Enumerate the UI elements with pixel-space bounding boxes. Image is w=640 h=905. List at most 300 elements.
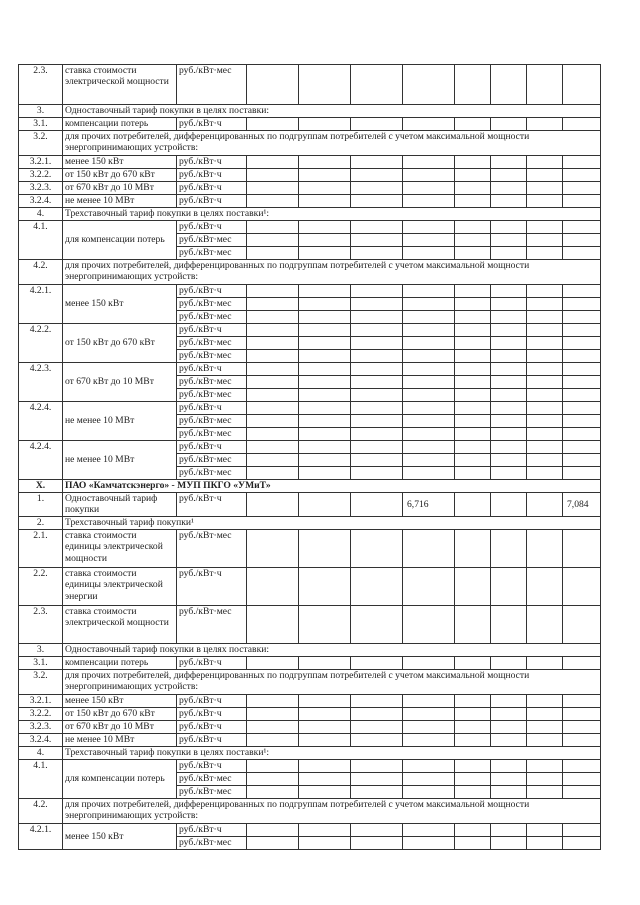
value-cell: [455, 311, 491, 324]
value-cell: [527, 298, 563, 311]
value-cell: [247, 234, 299, 247]
value-cell: [563, 234, 601, 247]
value-cell: [351, 285, 403, 298]
value-cell: [351, 454, 403, 467]
value-cell: [351, 169, 403, 182]
value-cell: [247, 760, 299, 773]
value-cell: [563, 298, 601, 311]
row-label: менее 150 кВт: [63, 695, 177, 708]
row-label: ставка стоимости единицы электрической мощности: [63, 530, 177, 568]
value-cell: [527, 337, 563, 350]
table-row: [19, 657, 601, 670]
value-cell: [351, 234, 403, 247]
row-number: X.: [19, 480, 63, 493]
row-label: для компенсации потерь: [63, 221, 177, 260]
value-cell: [403, 195, 455, 208]
value-cell: [247, 324, 299, 337]
value-cell: [299, 428, 351, 441]
value-cell: [403, 721, 455, 734]
value-cell: [247, 195, 299, 208]
row-heading: для прочих потребителей, дифференцированных по подгруппам потребителей с учетом максимальной мощности энергопринимающих устройств:: [63, 670, 601, 695]
value-cell: [247, 467, 299, 480]
row-number: 4.: [19, 208, 63, 221]
unit-cell: руб./кВт·ч: [177, 760, 247, 773]
value-cell: [563, 285, 601, 298]
value-cell: [491, 363, 527, 376]
row-number: 3.2.2.: [19, 169, 63, 182]
value-cell: [403, 363, 455, 376]
value-cell: [403, 118, 455, 131]
value-cell: [563, 786, 601, 799]
value-cell: [563, 606, 601, 644]
row-number: 3.2.4.: [19, 195, 63, 208]
unit-cell: руб./кВт·мес: [177, 606, 247, 644]
value-cell: [455, 182, 491, 195]
value-cell: [403, 169, 455, 182]
row-label: не менее 10 МВт: [63, 734, 177, 747]
row-label: менее 150 кВт: [63, 824, 177, 850]
value-cell: [527, 441, 563, 454]
value-cell: [299, 118, 351, 131]
value-cell: [527, 247, 563, 260]
value-cell: [491, 65, 527, 105]
row-label: компенсации потерь: [63, 657, 177, 670]
value-cell: [403, 324, 455, 337]
value-cell: [351, 118, 403, 131]
value-cell: [403, 350, 455, 363]
section-row: [19, 747, 601, 760]
row-number: 4.2.: [19, 799, 63, 824]
unit-cell: руб./кВт·ч: [177, 169, 247, 182]
value-cell: [491, 606, 527, 644]
value-cell: [247, 376, 299, 389]
value-cell: [299, 182, 351, 195]
row-label: ставка стоимости единицы электрической энергии: [63, 568, 177, 606]
value-cell: [455, 786, 491, 799]
unit-cell: руб./кВт·ч: [177, 221, 247, 234]
row-number: 3.: [19, 105, 63, 118]
value-cell: [491, 721, 527, 734]
value-cell: [491, 182, 527, 195]
row-heading: Одноставочный тариф покупки в целях поставки:: [63, 105, 601, 118]
row-number: 1.: [19, 493, 63, 517]
value-cell: [455, 467, 491, 480]
value-cell: [247, 428, 299, 441]
table-row: [19, 402, 601, 415]
section-row: [19, 105, 601, 118]
value-cell: [455, 118, 491, 131]
value-cell: [527, 786, 563, 799]
value-cell: [527, 824, 563, 837]
row-label: не менее 10 МВт: [63, 195, 177, 208]
value-cell: [403, 156, 455, 169]
value-cell: [351, 824, 403, 837]
value-cell: [527, 657, 563, 670]
row-label: Одноставочный тариф покупки: [63, 493, 177, 517]
value-cell: [403, 467, 455, 480]
table-row: [19, 708, 601, 721]
row-label: от 150 кВт до 670 кВт: [63, 708, 177, 721]
row-heading: для прочих потребителей, дифференцированных по подгруппам потребителей с учетом максимальной мощности энергопринимающих устройств:: [63, 799, 601, 824]
value-cell: [351, 760, 403, 773]
value-cell: [351, 337, 403, 350]
value-cell: [351, 493, 403, 517]
value-cell: [455, 568, 491, 606]
unit-cell: руб./кВт·ч: [177, 324, 247, 337]
value-cell: [247, 824, 299, 837]
value-cell: [299, 657, 351, 670]
table-row: [19, 182, 601, 195]
unit-cell: руб./кВт·ч: [177, 285, 247, 298]
row-number: 3.2.3.: [19, 182, 63, 195]
row-number: 4.2.4.: [19, 441, 63, 480]
value-cell: [299, 568, 351, 606]
section-row: [19, 670, 601, 695]
value-cell: [491, 467, 527, 480]
section-row: [19, 517, 601, 530]
value-cell: [491, 530, 527, 568]
value-cell: [455, 695, 491, 708]
value-cell: [491, 118, 527, 131]
value-cell: [455, 337, 491, 350]
row-heading: Трехставочный тариф покупки в целях поставки¹:: [63, 208, 601, 221]
table-row: [19, 721, 601, 734]
table-row: [19, 169, 601, 182]
value-cell: [351, 350, 403, 363]
row-label: ставка стоимости электрической мощности: [63, 606, 177, 644]
value-cell: [247, 285, 299, 298]
value-cell: [491, 402, 527, 415]
unit-cell: руб./кВт·мес: [177, 837, 247, 850]
value-cell: [527, 221, 563, 234]
value-cell: [527, 530, 563, 568]
value-cell: [403, 760, 455, 773]
value-cell: [491, 195, 527, 208]
table-row: [19, 695, 601, 708]
value-cell: [455, 530, 491, 568]
value-cell: [351, 311, 403, 324]
unit-cell: руб./кВт·мес: [177, 389, 247, 402]
value-cell: [351, 195, 403, 208]
value-cell: [527, 350, 563, 363]
value-cell: [351, 389, 403, 402]
value-cell: [247, 786, 299, 799]
tariff-table: [18, 64, 601, 850]
value-cell: [299, 221, 351, 234]
value-cell: [299, 721, 351, 734]
value-cell: [491, 337, 527, 350]
value-cell: [527, 311, 563, 324]
unit-cell: руб./кВт·мес: [177, 298, 247, 311]
value-cell: [527, 195, 563, 208]
unit-cell: руб./кВт·ч: [177, 195, 247, 208]
row-label: от 150 кВт до 670 кВт: [63, 169, 177, 182]
value-cell: [563, 824, 601, 837]
value-cell: [247, 721, 299, 734]
value-cell: [563, 182, 601, 195]
unit-cell: руб./кВт·мес: [177, 530, 247, 568]
value-cell: [527, 118, 563, 131]
value-cell: [563, 428, 601, 441]
value-cell: [527, 402, 563, 415]
row-label: не менее 10 МВт: [63, 441, 177, 480]
value-cell: [403, 285, 455, 298]
value-cell: [351, 721, 403, 734]
value-cell: [563, 415, 601, 428]
row-number: 2.: [19, 517, 63, 530]
unit-cell: руб./кВт·мес: [177, 415, 247, 428]
value-cell: [247, 311, 299, 324]
value-cell: [403, 734, 455, 747]
value-cell: [563, 118, 601, 131]
value-cell: [455, 824, 491, 837]
value-cell: [563, 247, 601, 260]
value-cell: [563, 169, 601, 182]
value-cell: [247, 118, 299, 131]
value-cell: [455, 428, 491, 441]
value-cell: [247, 708, 299, 721]
value-cell: 7,084: [563, 493, 601, 517]
value-cell: [351, 708, 403, 721]
value-cell: [491, 454, 527, 467]
table-row: [19, 118, 601, 131]
value-cell: [299, 734, 351, 747]
value-cell: [491, 311, 527, 324]
value-cell: [299, 247, 351, 260]
unit-cell: руб./кВт·ч: [177, 182, 247, 195]
value-cell: [403, 695, 455, 708]
value-cell: [455, 708, 491, 721]
value-cell: [563, 734, 601, 747]
value-cell: [299, 415, 351, 428]
value-cell: [563, 350, 601, 363]
table-row: [19, 195, 601, 208]
value-cell: [491, 156, 527, 169]
value-cell: [403, 247, 455, 260]
value-cell: [455, 493, 491, 517]
value-cell: [455, 350, 491, 363]
value-cell: [455, 721, 491, 734]
value-cell: [299, 234, 351, 247]
value-cell: [403, 837, 455, 850]
value-cell: [299, 454, 351, 467]
unit-cell: руб./кВт·ч: [177, 721, 247, 734]
unit-cell: руб./кВт·ч: [177, 708, 247, 721]
value-cell: [527, 324, 563, 337]
table-row: [19, 441, 601, 454]
row-number: 4.: [19, 747, 63, 760]
value-cell: [247, 657, 299, 670]
section-row: [19, 480, 601, 493]
unit-cell: руб./кВт·мес: [177, 467, 247, 480]
value-cell: [351, 530, 403, 568]
value-cell: [563, 441, 601, 454]
value-cell: [247, 337, 299, 350]
value-cell: [247, 169, 299, 182]
value-cell: [563, 760, 601, 773]
section-title: ПАО «Камчатскэнерго» - МУП ПКГО «УМиТ»: [63, 480, 601, 493]
value-cell: [351, 182, 403, 195]
unit-cell: руб./кВт·мес: [177, 786, 247, 799]
unit-cell: руб./кВт·мес: [177, 376, 247, 389]
value-cell: [247, 298, 299, 311]
unit-cell: руб./кВт·ч: [177, 695, 247, 708]
value-cell: [455, 247, 491, 260]
row-label: от 150 кВт до 670 кВт: [63, 324, 177, 363]
table-row: [19, 324, 601, 337]
value-cell: [527, 721, 563, 734]
table-row: [19, 156, 601, 169]
table-row: [19, 606, 601, 644]
row-number: 3.2.1.: [19, 695, 63, 708]
value-cell: [299, 337, 351, 350]
value-cell: [299, 389, 351, 402]
value-cell: [563, 376, 601, 389]
value-cell: [403, 428, 455, 441]
value-cell: [299, 376, 351, 389]
value-cell: [455, 65, 491, 105]
row-heading: для прочих потребителей, дифференцированных по подгруппам потребителей с учетом максимальной мощности энергопринимающих устройств:: [63, 131, 601, 156]
row-number: 3.: [19, 644, 63, 657]
value-cell: [563, 773, 601, 786]
unit-cell: руб./кВт·мес: [177, 337, 247, 350]
value-cell: [455, 773, 491, 786]
value-cell: [299, 824, 351, 837]
value-cell: [527, 415, 563, 428]
value-cell: [351, 324, 403, 337]
value-cell: [527, 695, 563, 708]
section-row: [19, 131, 601, 156]
value-cell: [527, 493, 563, 517]
value-cell: [491, 773, 527, 786]
value-cell: [527, 376, 563, 389]
table-row: [19, 65, 601, 105]
row-number: 3.2.4.: [19, 734, 63, 747]
table-row: [19, 760, 601, 773]
value-cell: [247, 65, 299, 105]
value-cell: [491, 734, 527, 747]
row-number: 2.2.: [19, 568, 63, 606]
value-cell: [491, 324, 527, 337]
value-cell: [563, 402, 601, 415]
unit-cell: руб./кВт·ч: [177, 402, 247, 415]
value-cell: [527, 389, 563, 402]
value-cell: [351, 298, 403, 311]
unit-cell: руб./кВт·мес: [177, 428, 247, 441]
value-cell: [527, 760, 563, 773]
row-label: менее 150 кВт: [63, 285, 177, 324]
row-number: 3.2.1.: [19, 156, 63, 169]
value-cell: [527, 65, 563, 105]
value-cell: [247, 247, 299, 260]
row-heading: Трехставочный тариф покупки в целях поставки¹:: [63, 747, 601, 760]
value-cell: [351, 837, 403, 850]
value-cell: [299, 402, 351, 415]
section-row: [19, 799, 601, 824]
value-cell: [455, 169, 491, 182]
value-cell: [491, 760, 527, 773]
value-cell: [455, 221, 491, 234]
value-cell: [299, 195, 351, 208]
row-number: 4.2.4.: [19, 402, 63, 441]
row-number: 3.1.: [19, 657, 63, 670]
value-cell: [247, 734, 299, 747]
value-cell: [527, 734, 563, 747]
value-cell: [491, 837, 527, 850]
value-cell: [351, 606, 403, 644]
value-cell: [563, 454, 601, 467]
value-cell: [299, 708, 351, 721]
value-cell: [455, 298, 491, 311]
row-number: 3.1.: [19, 118, 63, 131]
value-cell: [491, 376, 527, 389]
value-cell: [563, 657, 601, 670]
value-cell: [403, 454, 455, 467]
value-cell: [563, 337, 601, 350]
row-number: 4.2.1.: [19, 824, 63, 850]
value-cell: [455, 285, 491, 298]
value-cell: [491, 824, 527, 837]
value-cell: [403, 773, 455, 786]
unit-cell: руб./кВт·мес: [177, 234, 247, 247]
row-label: для компенсации потерь: [63, 760, 177, 799]
value-cell: [455, 402, 491, 415]
value-cell: [403, 415, 455, 428]
section-row: [19, 644, 601, 657]
value-cell: [247, 182, 299, 195]
value-cell: [299, 760, 351, 773]
value-cell: [351, 734, 403, 747]
value-cell: [351, 467, 403, 480]
value-cell: [403, 376, 455, 389]
value-cell: [563, 389, 601, 402]
value-cell: [247, 454, 299, 467]
value-cell: [403, 657, 455, 670]
value-cell: [299, 786, 351, 799]
value-cell: [299, 285, 351, 298]
unit-cell: руб./кВт·мес: [177, 454, 247, 467]
unit-cell: руб./кВт·ч: [177, 568, 247, 606]
value-cell: [455, 837, 491, 850]
value-cell: [563, 156, 601, 169]
value-cell: [491, 389, 527, 402]
value-cell: [351, 428, 403, 441]
value-cell: [455, 415, 491, 428]
value-cell: [491, 695, 527, 708]
unit-cell: руб./кВт·ч: [177, 363, 247, 376]
row-label: от 670 кВт до 10 МВт: [63, 363, 177, 402]
unit-cell: руб./кВт·ч: [177, 118, 247, 131]
value-cell: [351, 156, 403, 169]
table-row: [19, 530, 601, 568]
value-cell: [299, 695, 351, 708]
value-cell: [403, 389, 455, 402]
value-cell: [299, 350, 351, 363]
value-cell: [491, 428, 527, 441]
value-cell: [563, 530, 601, 568]
unit-cell: руб./кВт·ч: [177, 657, 247, 670]
unit-cell: руб./кВт·ч: [177, 156, 247, 169]
value-cell: [247, 402, 299, 415]
table-row: [19, 363, 601, 376]
value-cell: [455, 734, 491, 747]
unit-cell: руб./кВт·мес: [177, 65, 247, 105]
value-cell: [563, 65, 601, 105]
value-cell: [403, 441, 455, 454]
row-number: 3.2.: [19, 670, 63, 695]
value-cell: [299, 324, 351, 337]
value-cell: [247, 837, 299, 850]
